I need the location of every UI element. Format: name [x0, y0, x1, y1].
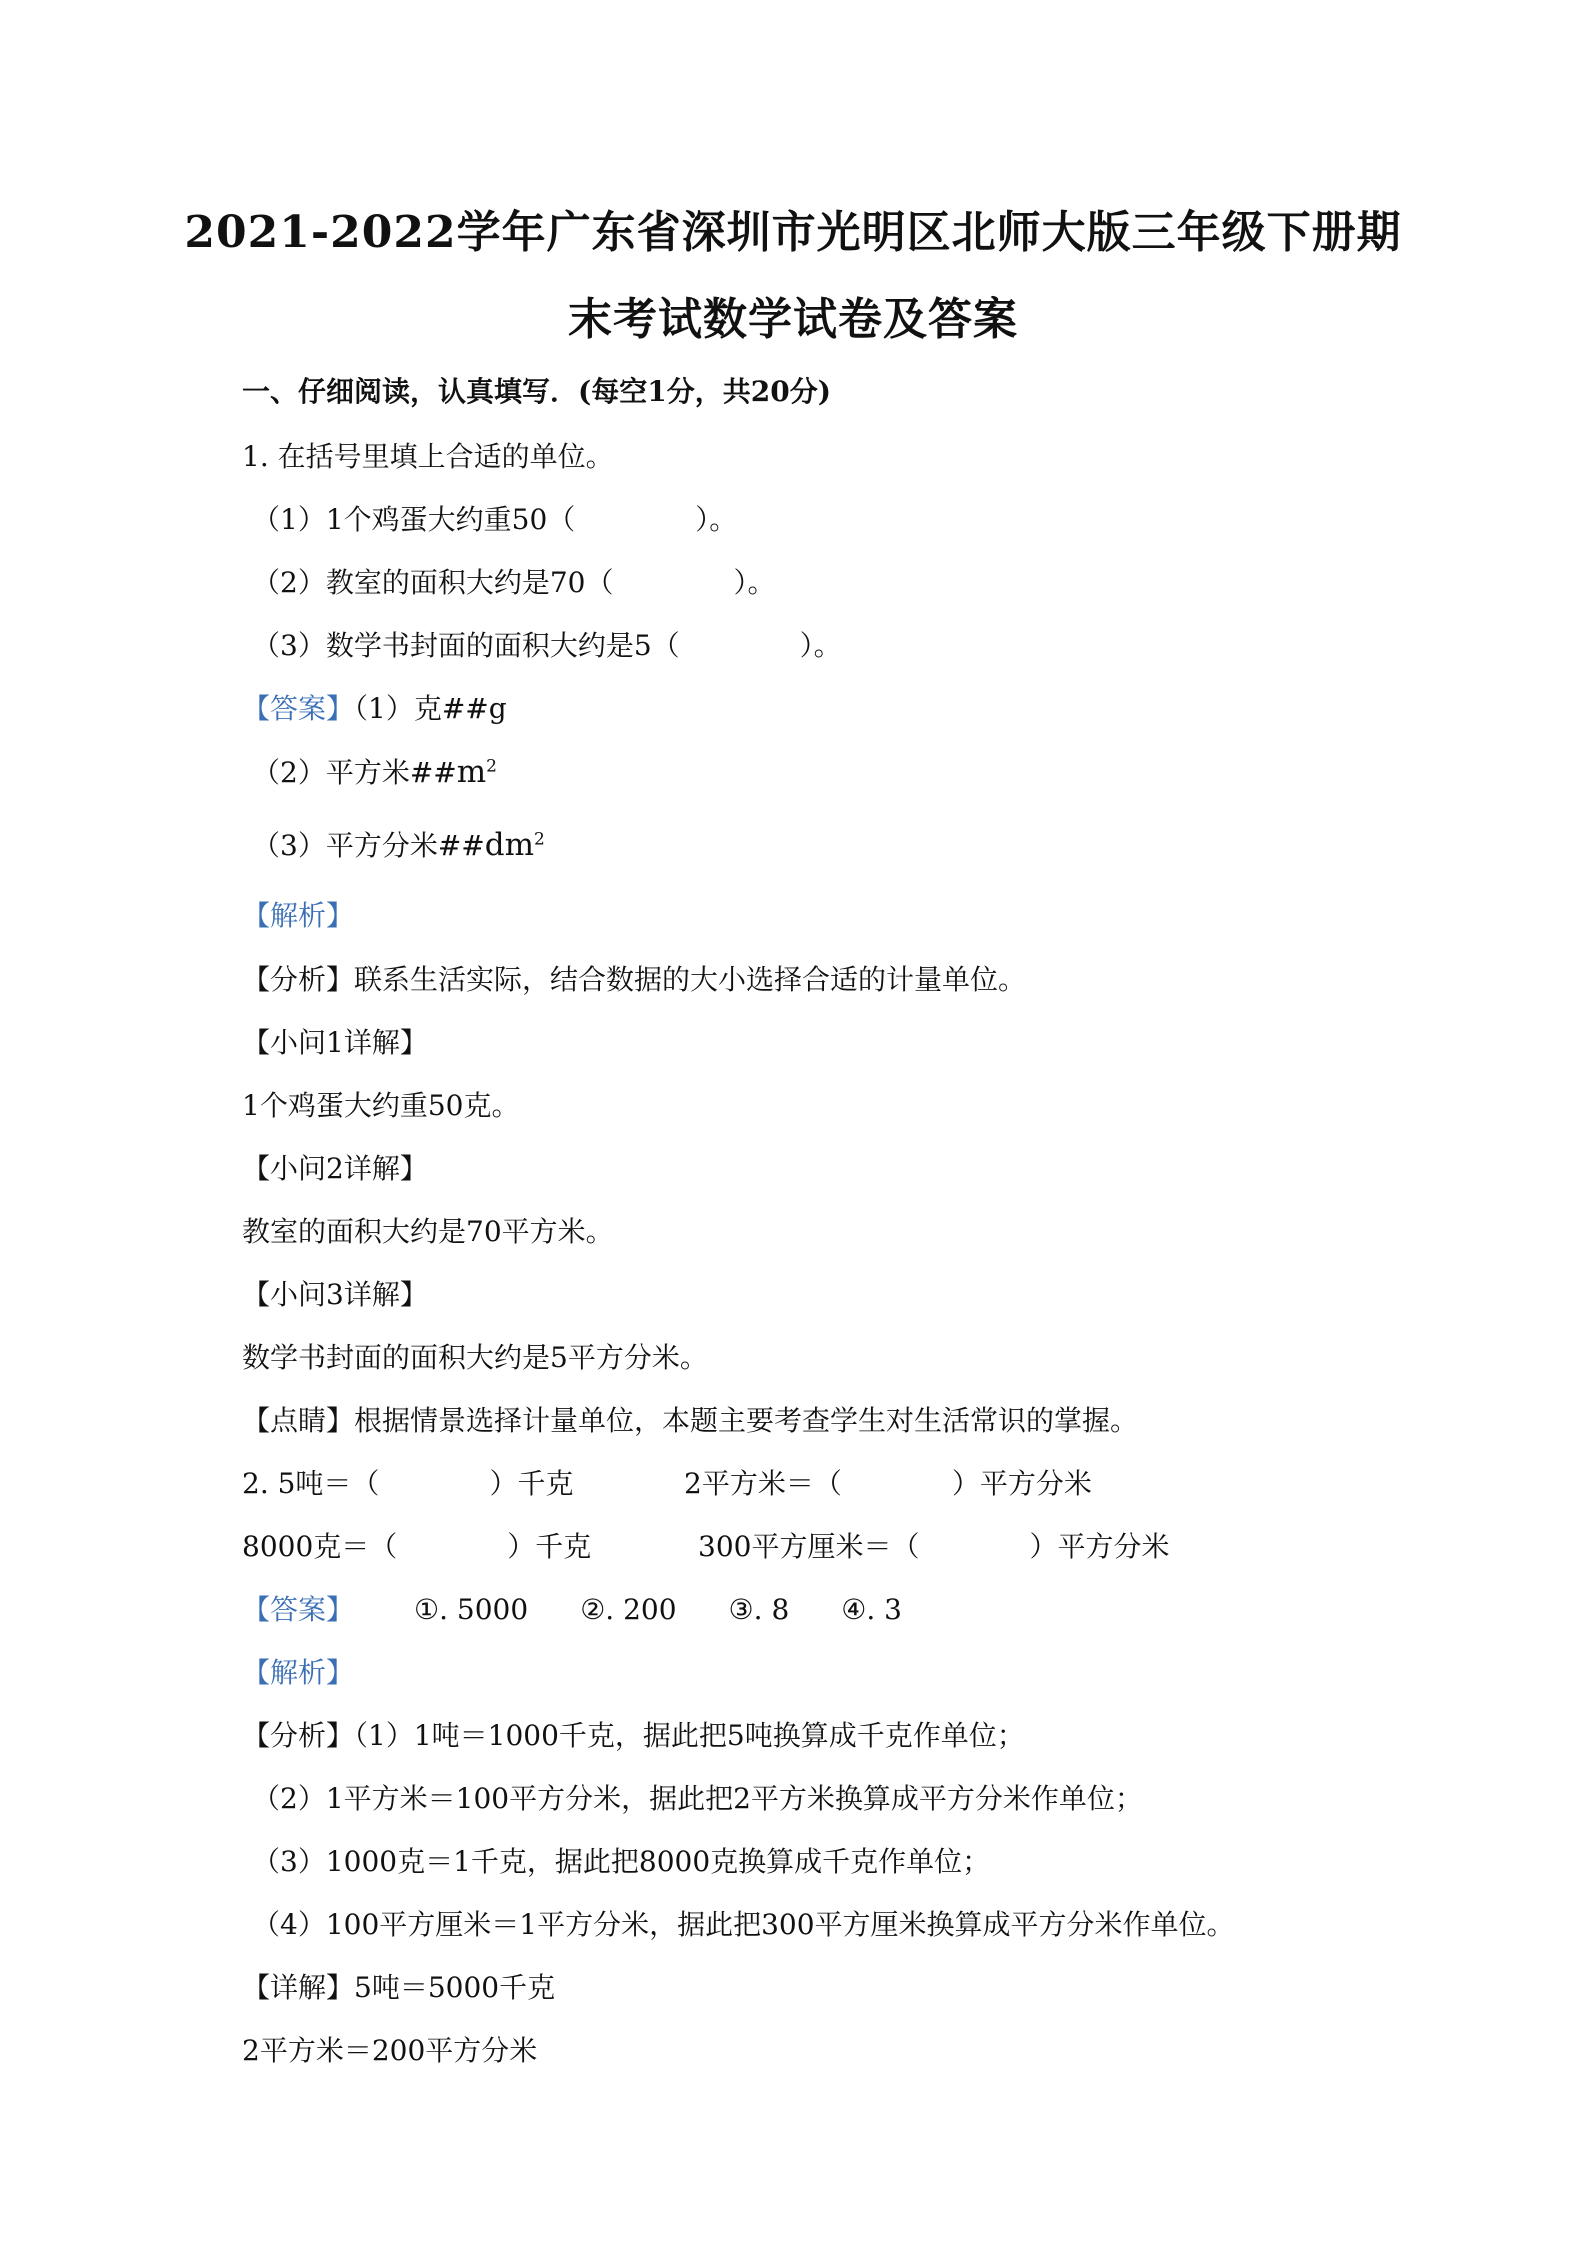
question-2-item-3 — [242, 1527, 591, 1567]
part-text: 教室的面积大约是70（ — [325, 566, 614, 599]
answer-tag: 【答案】 — [242, 692, 355, 725]
question-2-analysis-tag: 【解析】 — [242, 1656, 355, 1689]
answer-item-3: ③. 8 — [728, 1593, 790, 1626]
question-1-detail-1-heading: 【小问1详解】 — [242, 1026, 428, 1059]
item-suffix: ）千克 — [489, 1467, 574, 1500]
item-suffix: ）平方分米 — [1029, 1530, 1170, 1563]
answer-tag: 【答案】 — [242, 1593, 355, 1626]
part-text: 1个鸡蛋大约重50（ — [325, 503, 576, 536]
question-2-answer — [242, 1590, 902, 1630]
question-1-answer-1 — [242, 689, 507, 729]
answer-unit-exponent: 2 — [534, 829, 545, 850]
question-1-detail-3-body: 数学书封面的面积大约是5平方分米。 — [242, 1341, 708, 1374]
answer-label: （2） — [252, 756, 326, 789]
question-2-analysis-3: （3）1000克＝1千克，据此把8000克换算成千克作单位； — [252, 1845, 991, 1878]
question-1-analysis-tag: 【解析】 — [242, 899, 355, 932]
question-2-detail-2: 2平方米＝200平方分米 — [242, 2034, 538, 2067]
part-label: （1） — [252, 503, 326, 536]
question-1-analysis: 【分析】联系生活实际，结合数据的大小选择合适的计量单位。 — [242, 963, 1027, 996]
question-2-detail-1: 【详解】5吨＝5000千克 — [242, 1971, 556, 2004]
question-1-stem: 1. 在括号里填上合适的单位。 — [242, 440, 614, 473]
item-suffix: ）千克 — [507, 1530, 592, 1563]
part-label: （3） — [252, 629, 326, 662]
answer-item-2: ②. 200 — [580, 1593, 677, 1626]
question-1-part-3 — [252, 626, 842, 666]
answer-text: 平方分米## — [325, 829, 485, 862]
part-close: ）。 — [695, 503, 738, 536]
question-1-comment: 【点睛】根据情景选择计量单位，本题主要考查学生对生活常识的掌握。 — [242, 1404, 1139, 1437]
answer-unit: dm — [484, 827, 535, 863]
question-2-analysis-1: 【分析】（1）1吨＝1000千克，据此把5吨换算成千克作单位； — [242, 1719, 1025, 1752]
part-text: 数学书封面的面积大约是5（ — [325, 629, 680, 662]
part-close: ）。 — [799, 629, 842, 662]
question-1-detail-2-heading: 【小问2详解】 — [242, 1152, 428, 1185]
answer-unit: m — [456, 754, 487, 790]
item-prefix: 8000克＝（ — [242, 1530, 398, 1563]
question-1-part-1 — [252, 500, 737, 540]
answer-label: （3） — [252, 829, 326, 862]
item-suffix: ）平方分米 — [951, 1467, 1092, 1500]
question-1-detail-2-body: 教室的面积大约是70平方米。 — [242, 1215, 614, 1248]
question-2-item-4 — [698, 1527, 1169, 1567]
answer-unit-exponent: 2 — [486, 756, 497, 777]
question-2-analysis-4: （4）100平方厘米＝1平方分米，据此把300平方厘米换算成平方分米作单位。 — [252, 1908, 1235, 1941]
question-1-answer-3 — [252, 825, 545, 866]
answer-item-4: ④. 3 — [841, 1593, 902, 1626]
document-title-line-2: 末考试数学试卷及答案 — [568, 294, 1018, 345]
question-2-analysis-2: （2）1平方米＝100平方分米，据此把2平方米换算成平方分米作单位； — [252, 1782, 1143, 1815]
section-1-heading: 一、仔细阅读，认真填写．(每空1分，共20分) — [242, 375, 831, 408]
question-2-item-1 — [242, 1464, 573, 1504]
item-prefix: 2平方米＝（ — [684, 1467, 842, 1500]
answer-item-1: ①. 5000 — [414, 1593, 529, 1626]
document-title-line-1: 2021-2022学年广东省深圳市光明区北师大版三年级下册期 — [184, 207, 1402, 258]
question-2-item-2 — [684, 1464, 1092, 1504]
answer-label: （1） — [354, 692, 414, 725]
question-1-detail-1-body: 1个鸡蛋大约重50克。 — [242, 1089, 520, 1122]
answer-text: 克##g — [413, 692, 507, 725]
part-close: ）。 — [733, 566, 776, 599]
item-prefix: 2. 5吨＝（ — [242, 1467, 380, 1500]
question-1-part-2 — [252, 563, 775, 603]
answer-text: 平方米## — [325, 756, 457, 789]
part-label: （2） — [252, 566, 326, 599]
question-1-answer-2 — [252, 752, 497, 793]
item-prefix: 300平方厘米＝（ — [698, 1530, 920, 1563]
question-1-detail-3-heading: 【小问3详解】 — [242, 1278, 428, 1311]
